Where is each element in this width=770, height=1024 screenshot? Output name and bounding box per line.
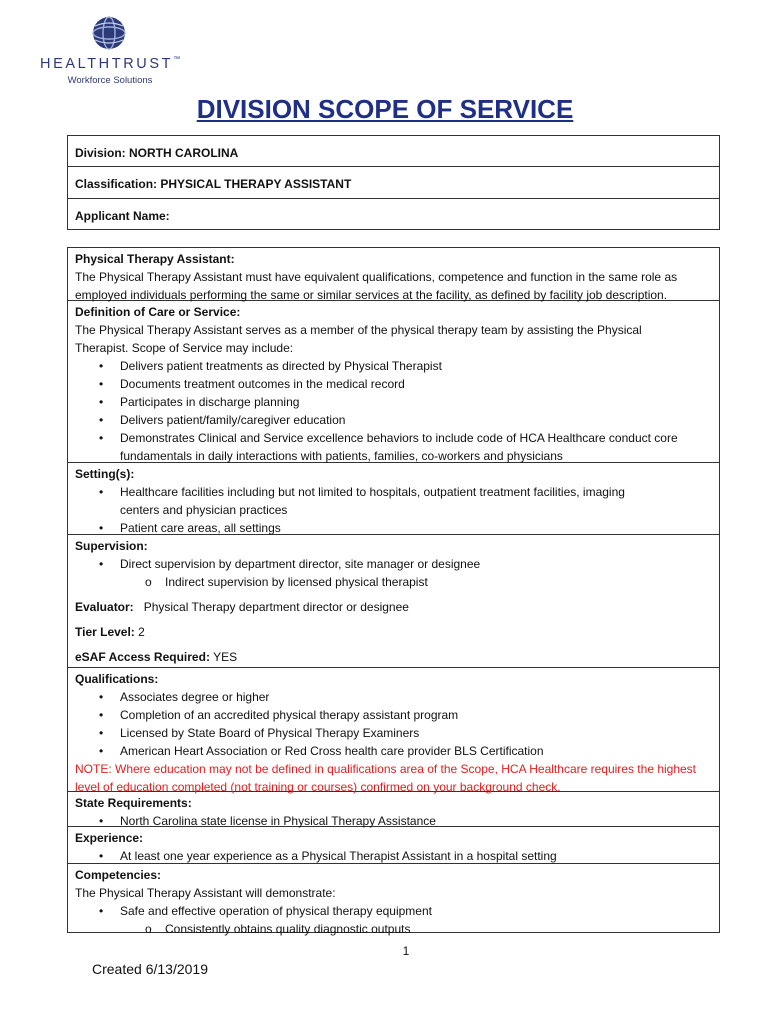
globe-logo-icon (92, 16, 126, 50)
competencies-sublist (75, 920, 713, 938)
created-date: Created 6/13/2019 (92, 961, 208, 977)
state-requirements-section (68, 792, 719, 827)
settings-section (68, 463, 719, 535)
competencies-list (75, 902, 713, 920)
competencies-text: The Physical Therapy Assistant will demonstrate: (75, 886, 336, 900)
definition-section (68, 301, 719, 463)
evaluator-line (75, 598, 713, 616)
list-item: • Patient care areas, all settings (75, 519, 713, 537)
supervision-heading: Supervision: (75, 539, 148, 553)
logo-subtitle: Workforce Solutions (67, 75, 153, 86)
list-item: o Indirect supervision by licensed physical therapist (75, 573, 713, 591)
evaluator-value: Physical Therapy department director or designee (143, 600, 409, 614)
competencies-section (68, 864, 719, 940)
supervision-list (75, 555, 713, 573)
list-item: • Demonstrates Clinical and Service excellence behaviors to include code of HCA Healthcare conduct core fundamentals in daily interactions with patients, families, co-workers and physicians (75, 429, 713, 465)
pta-section (68, 248, 719, 301)
list-item: • Healthcare facilities including but not limited to hospitals, outpatient treatment facilities, imaging centers and physician practices (75, 483, 713, 519)
list-item: • Delivers patient/family/caregiver education (75, 411, 713, 429)
list-item: • Licensed by State Board of Physical Therapy Examiners (75, 724, 713, 742)
state-requirements-list (75, 812, 713, 830)
list-item: o Consistently obtains quality diagnostic outputs (75, 920, 713, 938)
tier-label: Tier Level: (75, 625, 135, 639)
classification-row: Classification: PHYSICAL THERAPY ASSISTANT (68, 167, 719, 199)
competencies-heading: Competencies: (75, 868, 162, 882)
pta-heading: Physical Therapy Assistant: (75, 252, 235, 266)
list-item: • Delivers patient treatments as directed by Physical Therapist (75, 357, 713, 375)
list-item: • North Carolina state license in Physical Therapy Assistance (75, 812, 713, 830)
tier-line (75, 623, 713, 641)
qualifications-heading: Qualifications: (75, 672, 159, 686)
esaf-label: eSAF Access Required: (75, 650, 210, 664)
logo-name: HEALTHTRUST™ (40, 56, 181, 72)
state-requirements-heading: State Requirements: (75, 796, 192, 810)
pta-text: The Physical Therapy Assistant must have equivalent qualifications, competence and function in the same role as employed individuals performing the same or similar services at the facility, as defined by facility job description. (75, 270, 678, 302)
division-row: Division: NORTH CAROLINA (68, 136, 719, 167)
definition-heading: Definition of Care or Service: (75, 305, 241, 319)
definition-text: The Physical Therapy Assistant serves as a member of the physical therapy team by assisting the Physical Therapist. Scope of Service may include: (75, 323, 642, 355)
healthtrust-logo (40, 12, 180, 92)
experience-heading: Experience: (75, 831, 144, 845)
list-item: • Completion of an accredited physical therapy assistant program (75, 706, 713, 724)
page-number: 1 (402, 944, 410, 958)
scope-table (67, 247, 720, 936)
settings-list (75, 483, 713, 537)
esaf-line (75, 648, 713, 666)
list-item: • Documents treatment outcomes in the medical record (75, 375, 713, 393)
experience-list (75, 847, 713, 865)
header-table (67, 135, 720, 230)
supervision-sublist (75, 573, 713, 591)
list-item: • Participates in discharge planning (75, 393, 713, 411)
tier-value: 2 (138, 625, 145, 639)
page-title: DIVISION SCOPE OF SERVICE (196, 94, 574, 124)
list-item: • Associates degree or higher (75, 688, 713, 706)
esaf-value: YES (213, 650, 238, 664)
list-item: • American Heart Association or Red Cross health care provider BLS Certification (75, 742, 713, 760)
evaluator-label: Evaluator: (75, 600, 134, 614)
definition-list (75, 357, 713, 465)
qualifications-section (68, 668, 719, 792)
list-item: • At least one year experience as a Physical Therapist Assistant in a hospital setting (75, 847, 713, 865)
settings-heading: Setting(s): (75, 467, 135, 481)
education-note: NOTE: Where education may not be defined in qualifications area of the Scope, HCA Healthcare requires the highest level of education completed (not training or courses) confirmed on your background check. (75, 762, 697, 794)
supervision-section (68, 535, 719, 668)
experience-section (68, 827, 719, 864)
applicant-name-row: Applicant Name: (75, 209, 170, 223)
list-item: • Direct supervision by department director, site manager or designee (75, 555, 713, 573)
list-item: • Safe and effective operation of physical therapy equipment (75, 902, 713, 920)
qualifications-list (75, 688, 713, 760)
